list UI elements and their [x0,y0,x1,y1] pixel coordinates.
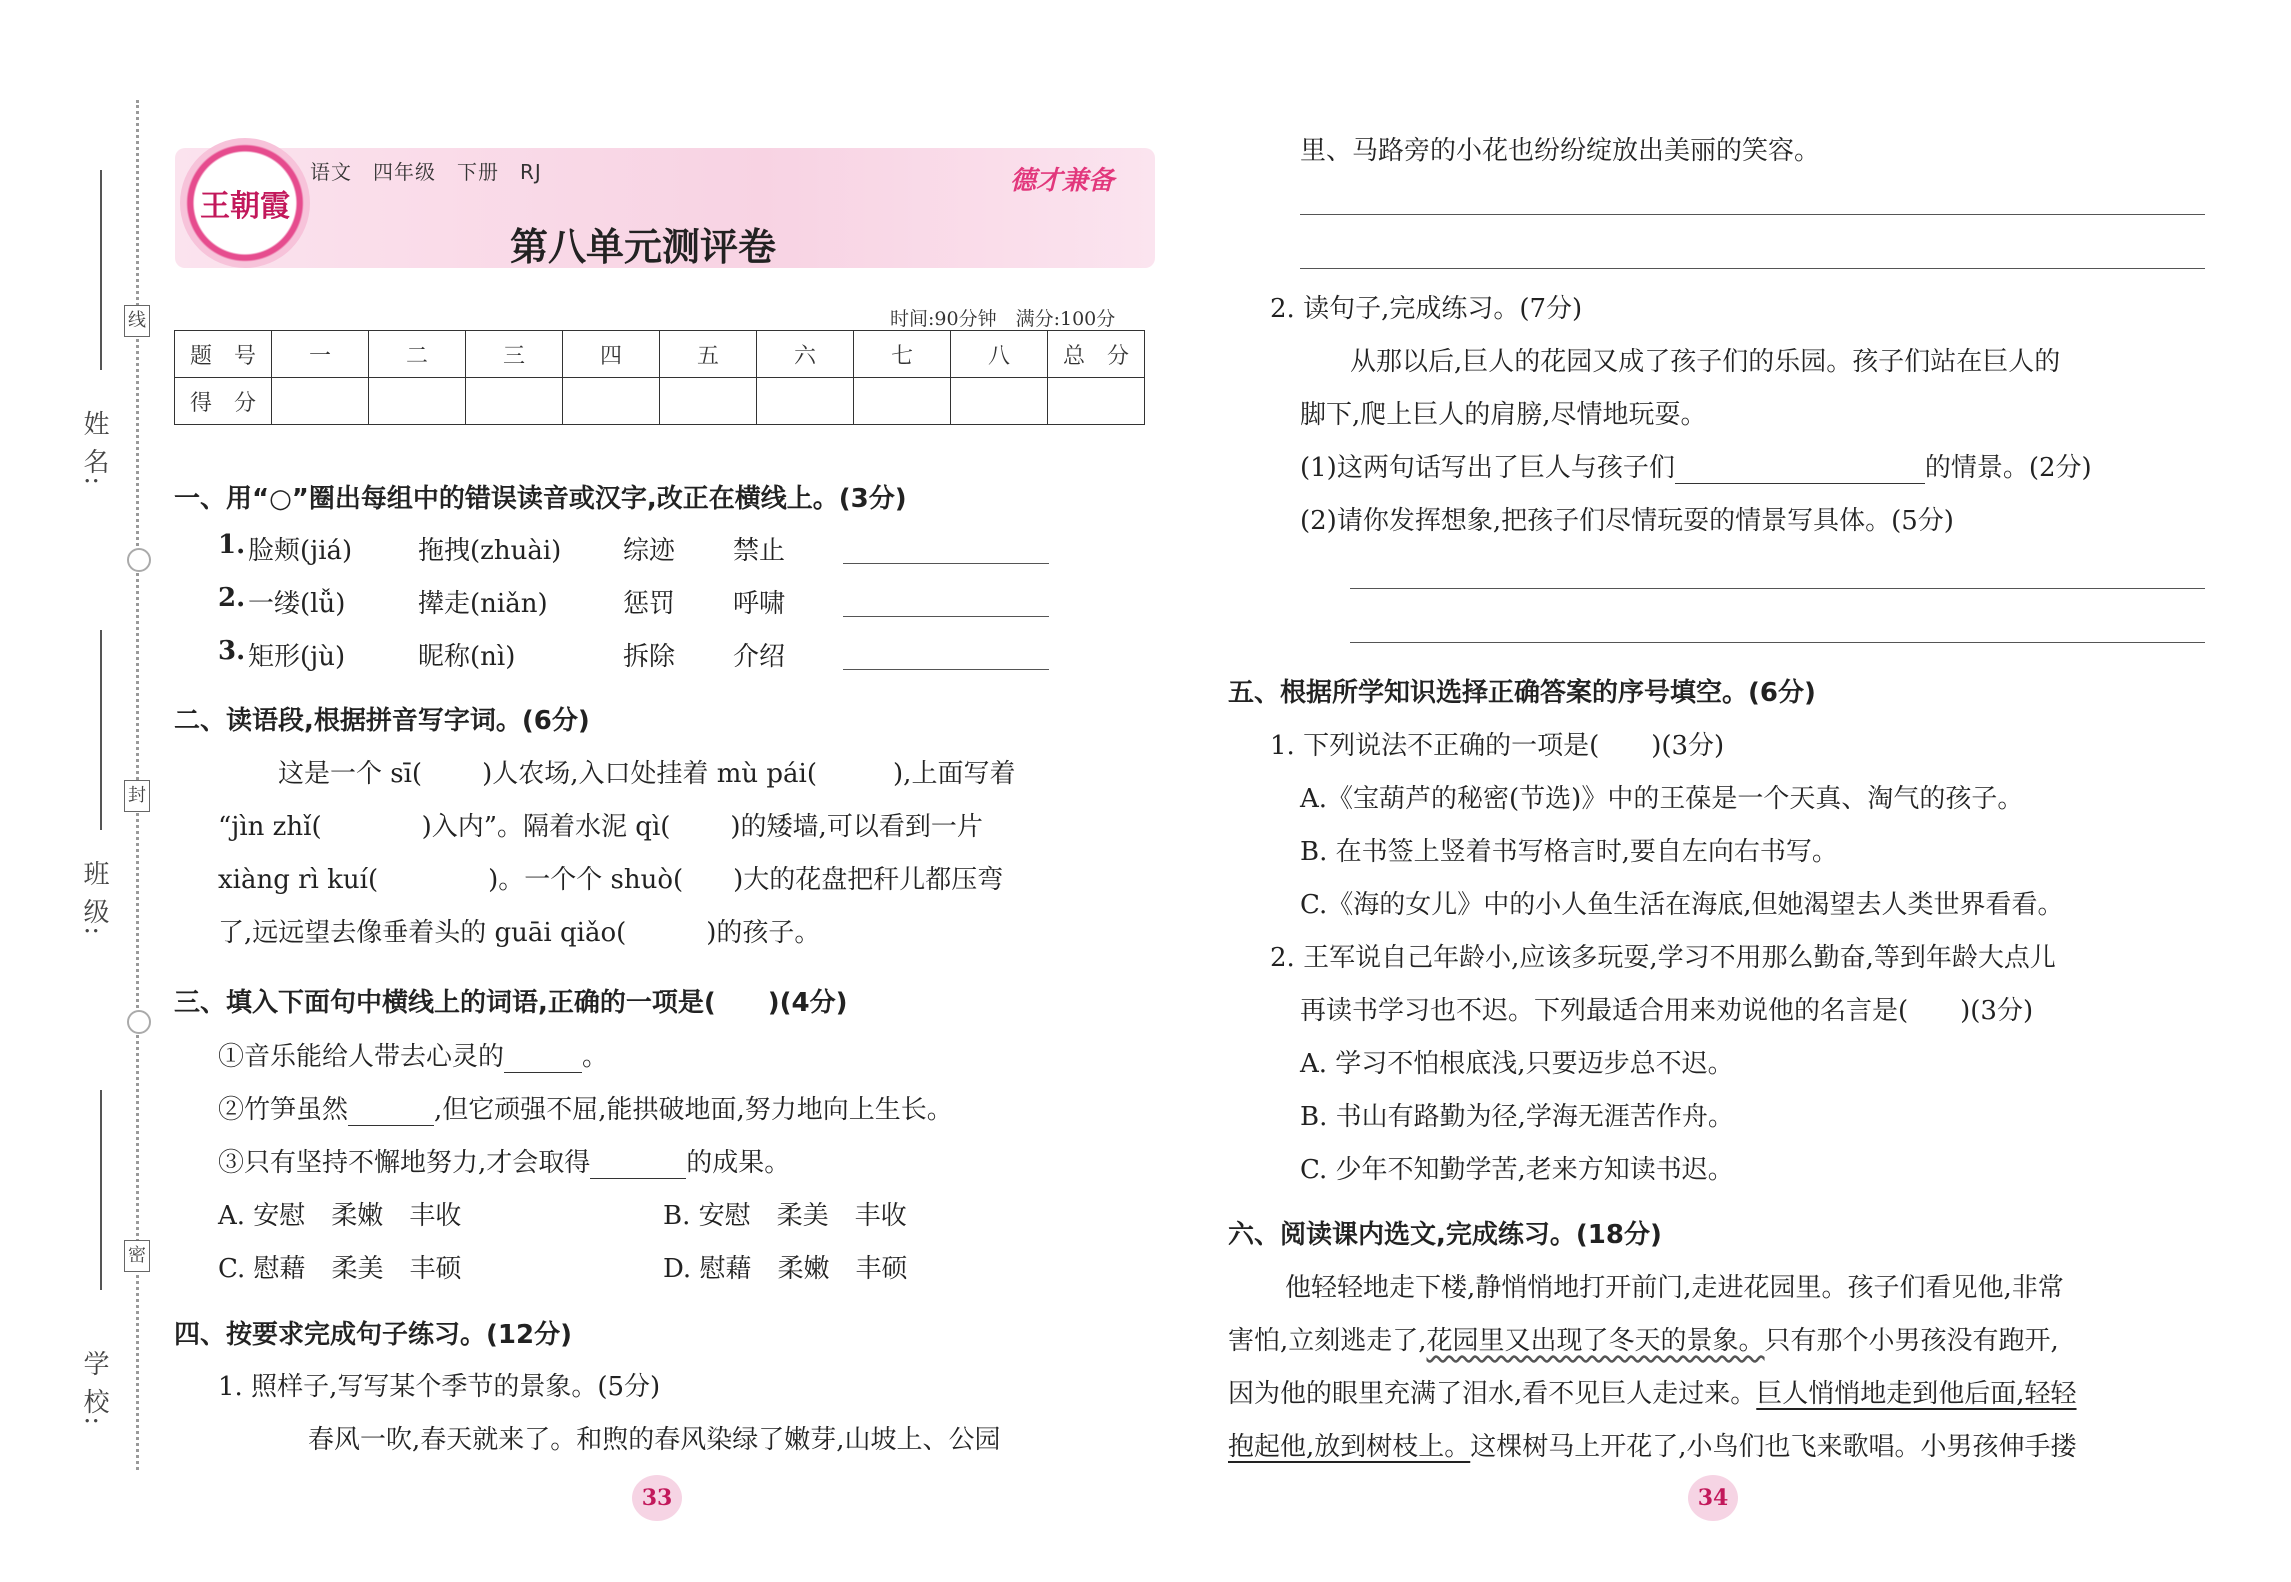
q2-sub2: (2)请你发挥想象,把孩子们尽情玩耍的情景写具体。(5分) [1300,506,1954,536]
s4-q2-title: 2. 读句子,完成练习。(7分) [1270,294,1583,324]
exam-title: 第八单元测评卷 [510,225,777,269]
q2-sub1 [1300,447,2092,484]
s3-text: ,但它顽强不屈,能拱破地面,努力地向上生长。 [434,1095,953,1125]
s6-underlined: 抱起他,放到树枝上。 [1228,1432,1471,1462]
table-cell: 得 分 [175,378,272,425]
s2-text: 这是一个 sī( [278,759,423,789]
table-cell: 总 分 [1048,331,1145,378]
score-input-cell[interactable] [660,378,757,425]
page-number-left: 33 [632,1475,682,1521]
s2-text: xiàng rì kuí( [218,865,379,895]
s3-option-b[interactable]: B. 安慰 柔美 丰收 [663,1201,907,1231]
continued-text: 里、马路旁的小花也纷纷绽放出美丽的笑容。 [1300,136,1821,166]
s1-word: 综迹 [623,536,676,566]
table-cell: 五 [660,331,757,378]
s1-word: 拆除 [623,642,676,672]
section-3-title: 三、填入下面句中横线上的词语,正确的一项是( )(4分) [174,988,848,1018]
s1-word: 矩形(jù) [248,642,346,672]
s5-q2-option[interactable]: B. 书山有路勤为径,学海无涯苦作舟。 [1300,1102,1734,1132]
name-label: 姓 名: [79,410,109,488]
s3-option-d[interactable]: D. 慰藉 柔嫩 丰硕 [663,1254,908,1284]
s2-text: )入内”。隔着水泥 qì( [421,812,671,842]
table-cell: 题 号 [175,331,272,378]
pinyin-blank[interactable] [683,868,733,896]
s1-word: 惩罚 [623,589,676,619]
s3-option-a[interactable]: A. 安慰 柔嫩 丰收 [218,1201,462,1231]
subject-info: 语文 四年级 下册 RJ [310,160,542,184]
s6-wavy-underlined: 花园里又出现了冬天的景象。 [1426,1326,1765,1356]
fill-blank[interactable] [1675,455,1925,484]
s3-item [218,1036,608,1073]
fill-blank[interactable] [348,1097,434,1126]
s5-q2-option[interactable]: C. 少年不知勤学苦,老来方知读书迟。 [1300,1155,1734,1185]
answer-line[interactable] [1350,642,2205,643]
table-cell: 七 [854,331,951,378]
s6-text: 害怕,立刻逃走了, [1228,1326,1427,1356]
score-table [174,330,1145,425]
section-2-title: 二、读语段,根据拼音写字词。(6分) [174,706,590,736]
s1-word: 一缕(lǚ) [248,589,346,619]
answer-line[interactable] [1300,214,2205,215]
answer-line[interactable] [843,616,1049,617]
s1-row-num: 2. [218,583,246,613]
section-5-title: 五、根据所学知识选择正确答案的序号填空。(6分) [1228,678,1816,708]
seal-mark-seal: 封 [124,780,150,812]
fill-blank[interactable] [590,1150,686,1179]
s2-text: )大的花盘把秆儿都压弯 [733,865,1004,895]
s2-line [218,912,820,949]
score-table-score-row [175,378,1145,425]
q2-passage-line: 从那以后,巨人的花园又成了孩子们的乐园。孩子们站在巨人的 [1350,347,2061,377]
s1-word: 脸颊(jiá) [248,536,353,566]
s6-passage-line [1228,1373,2077,1410]
s3-text: 的成果。 [686,1148,791,1178]
s1-row-num: 3. [218,636,246,666]
s3-text: ②竹笋虽然 [218,1095,349,1125]
s2-text: )人农场,入口处挂着 mù pái( [482,759,818,789]
answer-line[interactable] [843,563,1049,564]
score-input-cell[interactable] [563,378,660,425]
s5-q2-line: 2. 王军说自己年龄小,应该多玩耍,学习不用那么勤奋,等到年龄大点儿 [1270,943,2056,973]
fill-blank[interactable] [504,1044,582,1073]
s3-text: 。 [582,1042,609,1072]
pinyin-blank[interactable] [322,815,422,843]
s2-text: )。一个个 shuò( [488,865,684,895]
score-input-cell[interactable] [951,378,1048,425]
q2-sub1-text: (1)这两句话写出了巨人与孩子们 [1300,453,1675,483]
s2-text: 了,远远望去像垂着头的 guāi qiǎo( [218,918,627,948]
s2-text: )的矮墙,可以看到一片 [730,812,983,842]
pinyin-blank[interactable] [670,815,730,843]
score-input-cell[interactable] [854,378,951,425]
s2-line [278,753,1015,790]
s3-text: ①音乐能给人带去心灵的 [218,1042,505,1072]
answer-line[interactable] [1300,268,2205,269]
class-label: 班 级: [79,860,109,938]
answer-line[interactable] [1350,588,2205,589]
table-cell: 二 [369,331,466,378]
table-cell: 一 [272,331,369,378]
s5-q1-option[interactable]: A.《宝葫芦的秘密(节选)》中的王葆是一个天真、淘气的孩子。 [1300,784,2024,814]
brand-name: 王朝霞 [200,189,290,224]
motto-badge: 德才兼备 [1010,166,1115,196]
pinyin-blank[interactable] [422,762,482,790]
s2-text: )的孩子。 [706,918,821,948]
s1-word: 拖拽(zhuài) [418,536,562,566]
pinyin-blank[interactable] [817,762,893,790]
school-write-line [100,1090,102,1290]
s2-text: ),上面写着 [893,759,1016,789]
score-input-cell[interactable] [466,378,563,425]
score-input-cell[interactable] [1048,378,1145,425]
s5-q1: 1. 下列说法不正确的一项是( )(3分) [1270,731,1725,761]
s3-option-c[interactable]: C. 慰藉 柔美 丰硕 [218,1254,462,1284]
brand-logo [180,138,310,268]
table-cell: 四 [563,331,660,378]
s6-underlined: 巨人悄悄地走到他后面,轻轻 [1756,1379,2077,1409]
score-table-header-row [175,331,1145,378]
s5-q2-line: 再读书学习也不迟。下列最适合用来劝说他的名言是( )(3分) [1300,996,2034,1026]
seal-mark-secret: 密 [124,1240,150,1272]
s5-q2-option[interactable]: A. 学习不怕根底浅,只要迈步总不迟。 [1300,1049,1734,1079]
table-cell: 三 [466,331,563,378]
s6-text: 只有那个小男孩没有跑开, [1764,1326,2059,1356]
s2-line [218,806,983,843]
s5-q1-option[interactable]: C.《海的女儿》中的小人鱼生活在海底,但她渴望去人类世界看看。 [1300,890,2064,920]
binding-hole [127,548,151,572]
s1-word: 昵称(nì) [418,642,516,672]
class-write-line [100,630,102,830]
s6-text: 因为他的眼里充满了泪水,看不见巨人走过来。 [1228,1379,1757,1409]
seal-mark-line: 线 [124,305,150,337]
score-input-cell[interactable] [757,378,854,425]
s6-passage-line [1228,1426,2077,1463]
s2-text: “jìn zhǐ( [218,812,322,842]
s1-word: 介绍 [733,642,786,672]
score-input-cell[interactable] [272,378,369,425]
table-cell: 六 [757,331,854,378]
s4-example: 春风一吹,春天就来了。和煦的春风染绿了嫩芽,山坡上、公园 [308,1425,1001,1455]
school-label: 学 校: [79,1350,109,1428]
s1-word: 撵走(niǎn) [418,589,548,619]
pinyin-blank[interactable] [378,868,488,896]
s1-word: 呼啸 [733,589,786,619]
name-write-line [100,170,102,370]
s1-word: 禁止 [733,536,786,566]
s5-q1-option[interactable]: B. 在书签上竖着书写格言时,要自左向右书写。 [1300,837,1838,867]
table-cell: 八 [951,331,1048,378]
page-number-right: 34 [1688,1475,1738,1521]
score-input-cell[interactable] [369,378,466,425]
s4-q1: 1. 照样子,写写某个季节的景象。(5分) [218,1372,661,1402]
s6-text: 这棵树马上开花了,小鸟们也飞来歌唱。小男孩伸手搂 [1470,1432,2077,1462]
binding-hole [127,1010,151,1034]
section-6-title: 六、阅读课内选文,完成练习。(18分) [1228,1220,1662,1250]
s2-line [218,859,1003,896]
answer-line[interactable] [843,669,1049,670]
pinyin-blank[interactable] [626,921,706,949]
q2-sub1-text: 的情景。(2分) [1924,453,2092,483]
s3-item [218,1142,790,1179]
time-info: 时间:90分钟 满分:100分 [890,308,1116,330]
s6-passage-line: 他轻轻地走下楼,静悄悄地打开前门,走进花园里。孩子们看见他,非常 [1285,1273,2064,1303]
section-4-title: 四、按要求完成句子练习。(12分) [174,1320,572,1350]
s6-passage-line [1228,1320,2059,1357]
section-1-title: 一、用“○”圈出每组中的错误读音或汉字,改正在横线上。(3分) [174,484,907,514]
s3-text: ③只有坚持不懈地努力,才会取得 [218,1148,591,1178]
q2-passage-line: 脚下,爬上巨人的肩膀,尽情地玩耍。 [1300,400,1707,430]
s1-row-num: 1. [218,530,246,560]
s3-item [218,1089,953,1126]
